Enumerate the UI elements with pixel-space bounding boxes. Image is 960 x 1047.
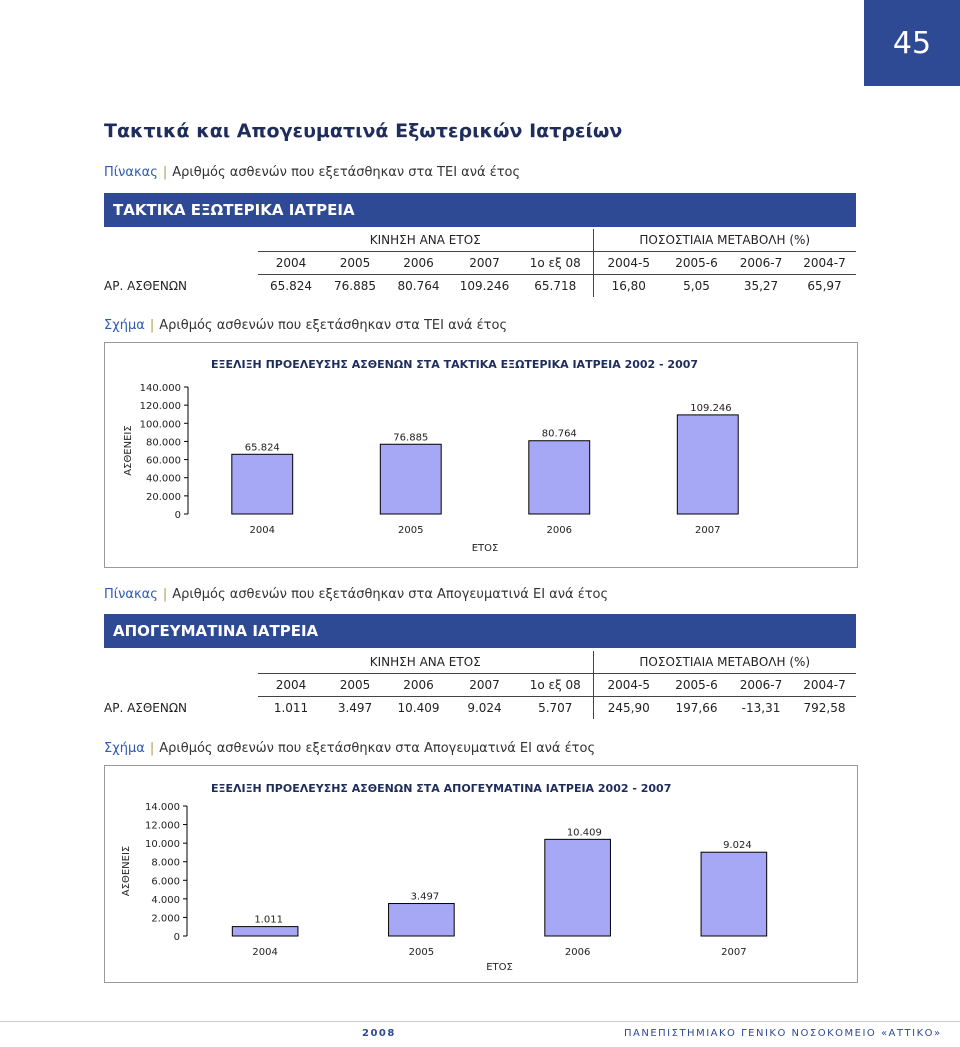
chart-bar — [677, 415, 738, 514]
footer-divider — [0, 1021, 960, 1022]
table2 — [104, 651, 856, 719]
chart-bar — [545, 839, 611, 936]
caption-keyword: Σχήμα — [104, 741, 145, 756]
y-axis-label: ΑΣΘΕΝΕΙΣ — [121, 845, 132, 897]
table1-group-movement: ΚΙΝΗΣΗ ΑΝΑ ΕΤΟΣ — [258, 229, 593, 252]
table1-cell: 65.718 — [534, 279, 577, 293]
table2-cell: 792,58 — [803, 701, 846, 715]
table2-header: 2004 — [258, 674, 324, 697]
table2-header: 1ο εξ 08 — [518, 674, 593, 697]
x-tick-label: 2007 — [695, 525, 721, 536]
y-tick-label: 40.000 — [146, 473, 181, 485]
table1-header: 2006-7 — [729, 252, 793, 275]
table1 — [104, 229, 856, 297]
table1-header: 2006 — [386, 252, 451, 275]
table2-header: 2006-7 — [729, 674, 793, 697]
figure1-caption: Σχήμα | Αριθμός ασθενών που εξετάσθηκαν στα ΤΕΙ ανά έτος — [104, 318, 508, 333]
caption-text: Αριθμός ασθενών που εξετάσθηκαν στα ΤΕΙ ανά έτος — [172, 165, 521, 180]
y-tick-label: 100.000 — [139, 419, 181, 431]
chart-bar — [701, 852, 767, 936]
table1-cell: 65,97 — [807, 279, 842, 293]
chart-bar — [529, 441, 590, 514]
bar-value-label: 109.246 — [690, 402, 732, 414]
table1-cell: 16,80 — [593, 275, 664, 298]
y-tick-label: 120.000 — [139, 401, 181, 413]
y-tick-label: 10.000 — [145, 839, 180, 851]
table2-cell: 197,66 — [675, 701, 718, 715]
chart-title: ΕΞΕΛΙΞΗ ΠΡΟΕΛΕΥΣΗΣ ΑΣΘΕΝΩΝ ΣΤΑ ΤΑΚΤΙΚΑ ΕΞΩΤΕΡΙΚΑ ΙΑΤΡΕΙΑ 2002 - 2007 — [211, 358, 699, 371]
chart2-container — [104, 765, 858, 983]
caption-keyword: Πίνακας — [104, 165, 158, 180]
y-tick-label: 6.000 — [151, 876, 180, 888]
caption-keyword: Πίνακας — [104, 587, 158, 602]
table2-header: 2005-6 — [664, 674, 729, 697]
x-tick-label: 2005 — [398, 525, 424, 536]
figure2-caption: Σχήμα | Αριθμός ασθενών που εξετάσθηκαν στα Απογευματινά ΕΙ ανά έτος — [104, 741, 596, 756]
bar-value-label: 10.409 — [566, 827, 602, 839]
x-tick-label: 2007 — [721, 947, 747, 958]
chart1-container — [104, 342, 858, 568]
table1-cell: 76.885 — [334, 279, 376, 293]
table1-row-label: ΑΡ. ΑΣΘΕΝΩΝ — [104, 278, 188, 293]
table1-header: 2004 — [258, 252, 324, 275]
table2-header: 2005 — [324, 674, 386, 697]
caption-keyword: Σχήμα — [104, 318, 145, 333]
bar-value-label: 9.024 — [723, 840, 752, 852]
bar-value-label: 80.764 — [541, 428, 577, 440]
table2-cell: 10.409 — [397, 701, 440, 715]
x-axis-label: ΕΤΟΣ — [471, 543, 499, 554]
bar-value-label: 3.497 — [410, 891, 440, 903]
table2-header: 2004-7 — [793, 674, 856, 697]
table2-cell: 1.011 — [273, 701, 309, 715]
x-tick-label: 2006 — [546, 525, 572, 536]
y-axis-label: ΑΣΘΕΝΕΙΣ — [123, 425, 134, 476]
chart-bar — [232, 454, 293, 514]
table1-cell: 5,05 — [683, 279, 710, 293]
bar-value-label: 1.011 — [254, 914, 283, 926]
y-tick-label: 140.000 — [139, 383, 181, 394]
table1-header: 2005-6 — [664, 252, 729, 275]
x-tick-label: 2006 — [564, 947, 591, 958]
table1-cell: 35,27 — [743, 279, 779, 293]
table2-group-change: ΠΟΣΟΣΤΙΑΙΑ ΜΕΤΑΒΟΛΗ (%) — [593, 651, 856, 674]
x-tick-label: 2004 — [252, 947, 278, 958]
table2-cell: 5.707 — [538, 701, 573, 715]
chart-title: ΕΞΕΛΙΞΗ ΠΡΟΕΛΕΥΣΗΣ ΑΣΘΕΝΩΝ ΣΤΑ ΑΠΟΓΕΥΜΑΤΙΝΑ ΙΑΤΡΕΙΑ 2002 - 2007 — [211, 782, 672, 795]
table-row — [104, 697, 856, 720]
chart1 — [105, 343, 857, 567]
table1-header: 2004-5 — [593, 252, 664, 275]
chart2 — [105, 766, 857, 982]
table2-row-label: ΑΡ. ΑΣΘΕΝΩΝ — [104, 700, 188, 715]
table2-caption: Πίνακας | Αριθμός ασθενών που εξετάσθηκαν στα Απογευματινά ΕΙ ανά έτος — [104, 587, 609, 602]
bar-value-label: 76.885 — [393, 432, 429, 444]
bar-value-label: 65.824 — [244, 442, 280, 454]
y-tick-label: 14.000 — [145, 802, 180, 813]
chart-bar — [232, 927, 298, 936]
table2-cell: 245,90 — [593, 697, 664, 720]
table2-cell: -13,31 — [741, 701, 781, 715]
table2-cell: 9.024 — [467, 701, 502, 715]
table2-group-movement: ΚΙΝΗΣΗ ΑΝΑ ΕΤΟΣ — [258, 651, 593, 674]
table2-header: 2004-5 — [593, 674, 664, 697]
table1-header: 1ο εξ 08 — [518, 252, 593, 275]
table1-group-change: ΠΟΣΟΣΤΙΑΙΑ ΜΕΤΑΒΟΛΗ (%) — [593, 229, 856, 252]
x-tick-label: 2005 — [408, 947, 435, 958]
y-tick-label: 60.000 — [146, 455, 181, 467]
y-tick-label: 12.000 — [145, 820, 180, 832]
table1-cell: 65.824 — [270, 279, 312, 293]
table2-banner: ΑΠΟΓΕΥΜΑΤΙΝΑ ΙΑΤΡΕΙΑ — [104, 614, 856, 648]
y-tick-label: 20.000 — [146, 491, 181, 503]
y-tick-label: 80.000 — [146, 437, 181, 449]
table1-cell: 109.246 — [459, 279, 510, 293]
table2-header: 2006 — [386, 674, 451, 697]
y-tick-label: 0 — [174, 510, 181, 521]
y-tick-label: 0 — [173, 932, 180, 943]
table1-header: 2005 — [324, 252, 386, 275]
caption-text: Αριθμός ασθενών που εξετάσθηκαν στα Απογευματινά ΕΙ ανά έτος — [159, 741, 596, 756]
y-tick-label: 4.000 — [151, 894, 180, 906]
table1-header: 2007 — [451, 252, 518, 275]
chart-bar — [380, 444, 441, 514]
chart-bar — [389, 904, 455, 936]
table1-banner: ΤΑΚΤΙΚΑ ΕΞΩΤΕΡΙΚΑ ΙΑΤΡΕΙΑ — [104, 193, 856, 227]
table1-caption: Πίνακας | Αριθμός ασθενών που εξετάσθηκαν στα ΤΕΙ ανά έτος — [104, 165, 521, 180]
y-tick-label: 8.000 — [151, 857, 180, 869]
table1-header: 2004-7 — [793, 252, 856, 275]
footer-year: 2008 — [362, 1028, 396, 1039]
footer-hospital: ΠΑΝΕΠΙΣΤΗΜΙΑΚΟ ΓΕΝΙΚΟ ΝΟΣΟΚΟΜΕΙΟ «ΑΤΤΙΚΟ» — [624, 1028, 942, 1039]
table2-cell: 3.497 — [337, 701, 373, 715]
page-title: Τακτικά και Απογευματινά Εξωτερικών Ιατρείων — [104, 120, 623, 142]
caption-text: Αριθμός ασθενών που εξετάσθηκαν στα ΤΕΙ ανά έτος — [159, 318, 508, 333]
x-tick-label: 2004 — [249, 525, 275, 536]
page-number: 45 — [864, 0, 960, 86]
x-axis-label: ΕΤΟΣ — [486, 962, 513, 973]
table1-cell: 80.764 — [397, 279, 440, 293]
caption-text: Αριθμός ασθενών που εξετάσθηκαν στα Απογευματινά ΕΙ ανά έτος — [172, 587, 609, 602]
table2-header: 2007 — [451, 674, 518, 697]
table-row — [104, 275, 856, 298]
y-tick-label: 2.000 — [151, 913, 180, 925]
